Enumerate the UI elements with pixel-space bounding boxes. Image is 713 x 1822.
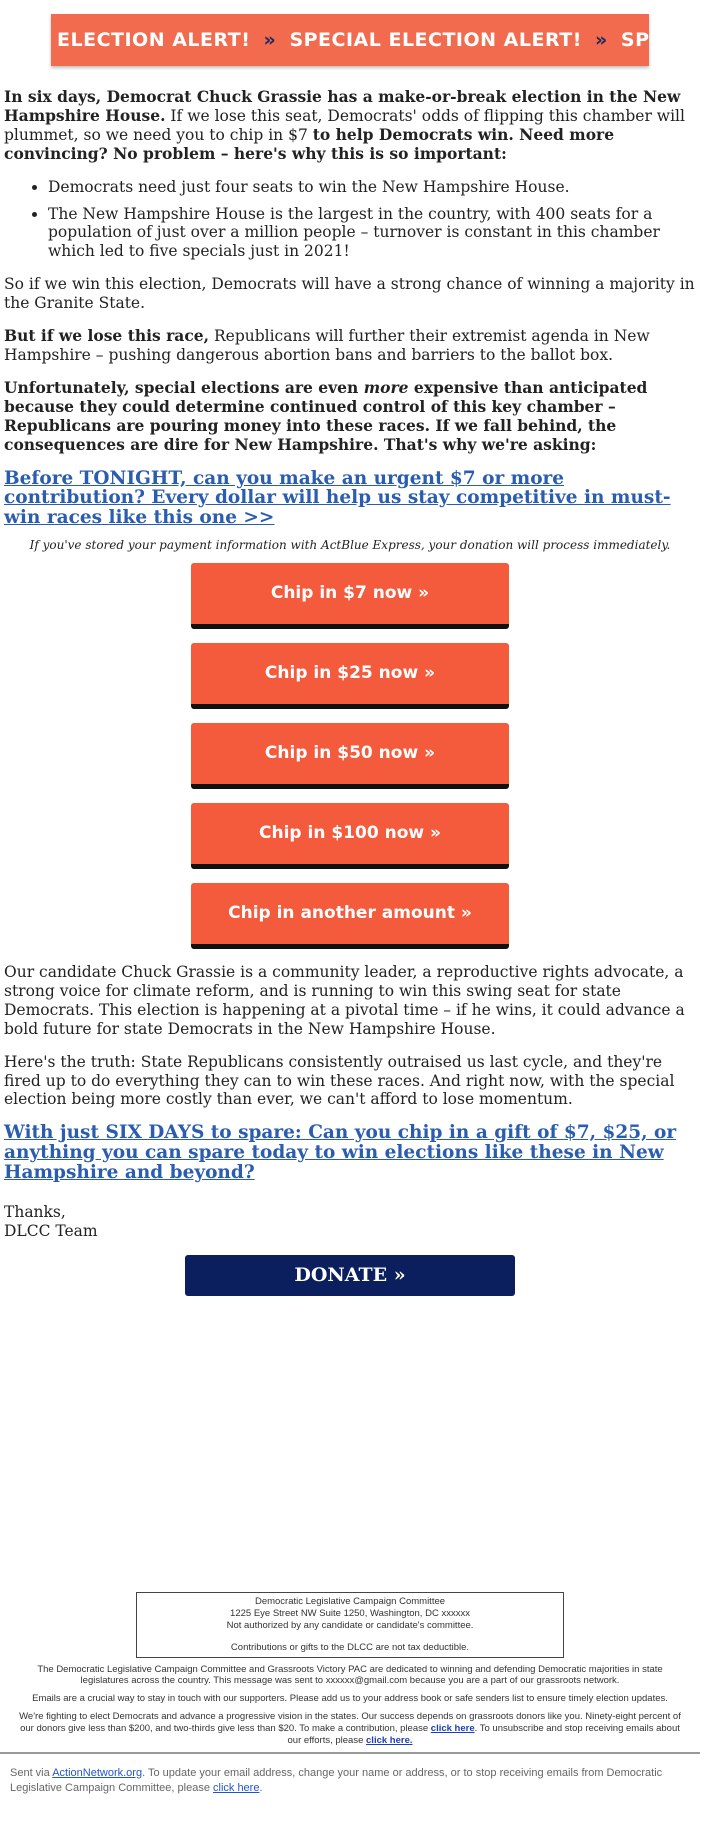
email-content — [0, 88, 700, 1296]
list-item: • The New Hampshire House is the largest in the country, with 400 seats for a population of just over a million people – turnover is constant in this chamber which led to five specials just in 2021! — [48, 205, 696, 262]
actionnetwork-link[interactable]: ActionNetwork.org — [52, 1767, 143, 1779]
chip-in-other-amount-button[interactable]: Chip in another amount » — [191, 883, 509, 949]
sent-via-text-3: . — [259, 1781, 263, 1794]
urgent-contribution-link[interactable]: Before TONIGHT, can you make an urgent $7 or more contribution? Every dollar will help us stay competitive in must-win races like this one >> — [4, 467, 671, 529]
candidate-paragraph: Our candidate Chuck Grassie is a community leader, a reproductive rights advocate, a strong voice for climate reform, and is running to win this swing seat for state Democrats. This election is happening at a pivotal time – if he wins, it could advance a bold future for state Democrats in the New Hampshire House. — [4, 963, 685, 1038]
chip-in-7-button[interactable]: Chip in $7 now » — [191, 563, 509, 629]
footer-box-gap — [141, 1632, 559, 1642]
actblue-express-note: If you've stored your payment information with ActBlue Express, your donation will process immediately. — [29, 538, 671, 553]
win-paragraph: So if we win this election, Democrats will have a strong chance of winning a majority in the Granite State. — [4, 275, 695, 313]
footer-address: 1225 Eye Street NW Suite 1250, Washington, DC xxxxxx — [230, 1607, 470, 1619]
footer-safe-senders-text: Emails are a crucial way to stay in touch with our supporters. Please add us to your address book or safe senders list to ensure timely election updates. — [32, 1693, 668, 1705]
email-body — [0, 14, 713, 1794]
footer-disclaimer-box — [136, 1592, 564, 1658]
intro-bold-2: to help Democrats win. Need more convincing? No problem – here's why this is so important: — [4, 124, 615, 163]
spacer — [0, 1296, 700, 1592]
lose-bold: But if we lose this race, — [4, 326, 210, 346]
footer-tax-note: Contributions or gifts to the DLCC are not tax deductible. — [230, 1641, 470, 1653]
signoff-thanks: Thanks, — [4, 1203, 66, 1222]
reasons-list — [4, 178, 696, 262]
unsubscribe-click-here-link[interactable]: click here. — [366, 1734, 413, 1746]
footer-grassroots-text-2: . To unsubscribe and stop receiving emails about our efforts, please — [287, 1723, 680, 1746]
lose-paragraph — [4, 327, 696, 365]
sent-via-text-2: . To update your email address, change your name or address, or to stop receiving emails from Democratic Legislative Campaign Committee, please — [10, 1767, 663, 1794]
signoff-team: DLCC Team — [4, 1222, 98, 1241]
banner-part-2: SPECIAL ELECTION ALERT! — [289, 29, 582, 51]
sent-via-footer — [0, 1752, 700, 1796]
chevron-right-icon: » — [263, 29, 277, 51]
sent-via-text-1: Sent via — [10, 1767, 53, 1779]
signoff — [4, 1203, 696, 1241]
footer-org-name: Democratic Legislative Campaign Committee — [254, 1596, 446, 1608]
election-alert-banner[interactable] — [51, 14, 713, 66]
lose-text: Republicans will further their extremist agenda in New Hampshire – pushing dangerous abortion bans and barriers to the ballot box. — [4, 327, 650, 364]
banner-part-1: ELECTION ALERT! — [57, 29, 251, 51]
footer-grassroots-text — [18, 1711, 682, 1747]
unfortunately-paragraph — [4, 379, 696, 455]
update-email-click-here-link[interactable]: click here — [213, 1781, 260, 1794]
chip-in-50-button[interactable]: Chip in $50 now » — [191, 723, 509, 789]
unfortunately-text-1: Unfortunately, special elections are even — [4, 377, 364, 397]
footer-authorization: Not authorized by any candidate or candidate's committee. — [226, 1619, 474, 1631]
intro-text: If we lose this seat, Democrats' odds of flipping this chamber will plummet, so we need you to chip in $7 — [4, 106, 685, 144]
banner-text — [51, 29, 713, 51]
contribute-click-here-link[interactable]: click here — [430, 1723, 475, 1735]
intro-paragraph — [4, 88, 696, 164]
unfortunately-emphasis: more — [363, 377, 409, 397]
unfortunately-text-2: expensive than anticipated because they could determine continued control of this key chamber – Republicans are pouring money into these races. If we fall behind, the consequences are dire for New Hampshire. That's why we're asking: — [4, 377, 648, 454]
footer-grassroots-text-1: We're fighting to elect Democrats and advance a progressive vision in the states. Our success depends on grassroots donors like you. Ninety-eight percent of our donors give less than $200, and two-thirds give less than $20. To make a contribution, please — [19, 1711, 681, 1735]
list-item: • Democrats need just four seats to win the New Hampshire House. — [48, 178, 696, 197]
chevron-right-icon: » — [595, 29, 608, 51]
intro-bold-1: In six days, Democrat Chuck Grassie has a make-or-break election in the New Hampshire House. — [4, 87, 681, 125]
chip-in-100-button[interactable]: Chip in $100 now » — [191, 803, 509, 869]
donate-button[interactable]: DONATE » — [185, 1255, 515, 1296]
chip-in-25-button[interactable]: Chip in $25 now » — [191, 643, 509, 709]
truth-paragraph: Here's the truth: State Republicans consistently outraised us last cycle, and they're fired up to do everything they can to win these races. And right now, with the special election being more costly than ever, we can't afford to lose momentum. — [4, 1052, 675, 1109]
footer-mission-text: The Democratic Legislative Campaign Committee and Grassroots Victory PAC are dedicated to winning and defending Democratic majorities in state legislatures across the country. This message was sent to xxxxxx@gmail.com because you are a part of our grassroots network. — [37, 1663, 663, 1687]
banner-part-3: SPECIAL — [620, 29, 713, 51]
six-days-contribution-link[interactable]: With just SIX DAYS to spare: Can you chip in a gift of $7, $25, or anything you can spare today to win elections like these in New Hampshire and beyond? — [4, 1122, 677, 1184]
